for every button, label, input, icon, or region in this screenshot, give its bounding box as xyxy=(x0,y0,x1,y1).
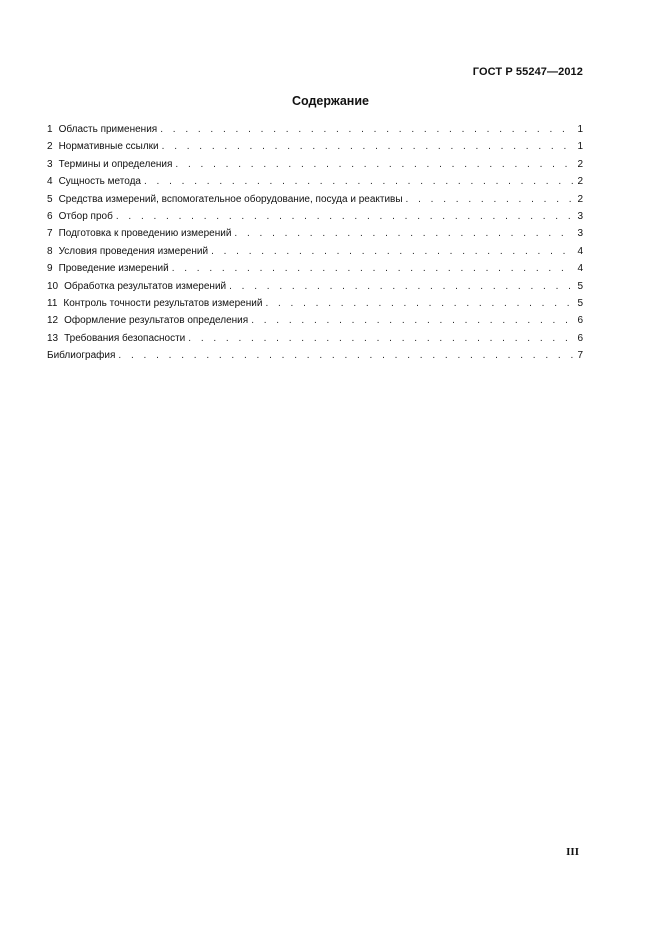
toc-entry-label: Обработка результатов измерений xyxy=(64,280,227,292)
toc-entry-page: 2 xyxy=(577,158,583,170)
toc-dot-leader xyxy=(234,225,574,242)
toc-entry-page: 3 xyxy=(577,210,583,222)
toc-entry-label: Оформление результатов определения xyxy=(64,315,249,327)
page-number: III xyxy=(566,846,579,858)
toc-dot-leader xyxy=(162,138,574,155)
toc-entry-6[interactable] xyxy=(47,208,583,225)
toc-entry-10[interactable] xyxy=(47,278,583,295)
toc-entry-label: Нормативные ссылки xyxy=(58,141,159,153)
toc-entry-number: 7 xyxy=(47,228,53,240)
toc-entry-page: 2 xyxy=(577,176,583,188)
toc-entry-label: Термины и определения xyxy=(58,158,173,170)
toc-entry-number: 5 xyxy=(47,193,53,205)
toc-entry-11[interactable] xyxy=(47,295,583,312)
toc-entry-4[interactable] xyxy=(47,173,583,190)
toc-entry-label: Средства измерений, вспомогательное оборудование, посуда и реактивы xyxy=(58,193,403,205)
toc-dot-leader xyxy=(229,278,574,295)
toc-entry-7[interactable] xyxy=(47,225,583,242)
toc-dot-leader xyxy=(160,121,574,138)
table-of-contents xyxy=(47,121,583,364)
toc-dot-leader xyxy=(118,347,574,364)
toc-entry-page: 1 xyxy=(577,141,583,153)
toc-dot-leader xyxy=(188,330,574,347)
toc-entry-label: Сущность метода xyxy=(58,176,141,188)
toc-entry-label: Библиография xyxy=(47,350,116,362)
toc-entry-number: 10 xyxy=(47,280,59,292)
toc-entry-number: 6 xyxy=(47,210,53,222)
toc-entry-page: 6 xyxy=(577,332,583,344)
toc-entry-page: 5 xyxy=(577,280,583,292)
toc-entry-label: Контроль точности результатов измерений xyxy=(63,297,263,309)
toc-entry-page: 5 xyxy=(577,297,583,309)
toc-entry-page: 4 xyxy=(577,263,583,275)
toc-entry-8[interactable] xyxy=(47,243,583,260)
toc-entry-number: 12 xyxy=(47,315,59,327)
toc-entry-13[interactable] xyxy=(47,330,583,347)
toc-entry-3[interactable] xyxy=(47,156,583,173)
toc-dot-leader xyxy=(211,243,574,260)
toc-entry-label: Отбор проб xyxy=(58,210,113,222)
toc-entry-number: 2 xyxy=(47,141,53,153)
toc-entry-label: Требования безопасности xyxy=(64,332,186,344)
toc-entry-page: 6 xyxy=(577,315,583,327)
toc-entry-label: Область применения xyxy=(58,124,158,135)
toc-entry-9[interactable] xyxy=(47,260,583,277)
toc-entry-number: 1 xyxy=(47,124,53,135)
toc-entry-page: 2 xyxy=(577,193,583,205)
toc-dot-leader xyxy=(265,295,574,312)
toc-entry-1[interactable] xyxy=(47,121,583,138)
toc-entry-12[interactable] xyxy=(47,312,583,329)
toc-dot-leader xyxy=(175,156,574,173)
toc-entry-page: 4 xyxy=(577,245,583,257)
document-code: ГОСТ Р 55247—2012 xyxy=(472,66,583,78)
toc-entry-number: 4 xyxy=(47,176,53,188)
toc-entry-number: 9 xyxy=(47,263,53,275)
toc-title: Содержание xyxy=(291,94,369,108)
toc-dot-leader xyxy=(172,260,574,277)
toc-entry-5[interactable] xyxy=(47,191,583,208)
toc-entry-page: 3 xyxy=(577,228,583,240)
toc-entry-label: Проведение измерений xyxy=(58,263,169,275)
toc-dot-leader xyxy=(116,208,574,225)
toc-entry-number: 11 xyxy=(47,297,58,309)
toc-entry-2[interactable] xyxy=(47,138,583,155)
toc-dot-leader xyxy=(251,312,574,329)
toc-entry-number: 8 xyxy=(47,245,53,257)
toc-dot-leader xyxy=(406,191,574,208)
toc-entry-page: 7 xyxy=(577,350,583,362)
toc-dot-leader xyxy=(144,173,574,190)
toc-entry-label: Подготовка к проведению измерений xyxy=(58,228,232,240)
toc-entry-page: 1 xyxy=(577,124,583,135)
toc-entry-label: Условия проведения измерений xyxy=(58,245,209,257)
toc-entry-number: 3 xyxy=(47,158,53,170)
toc-entry-number: 13 xyxy=(47,332,59,344)
toc-entry-bibliography[interactable] xyxy=(47,347,583,364)
